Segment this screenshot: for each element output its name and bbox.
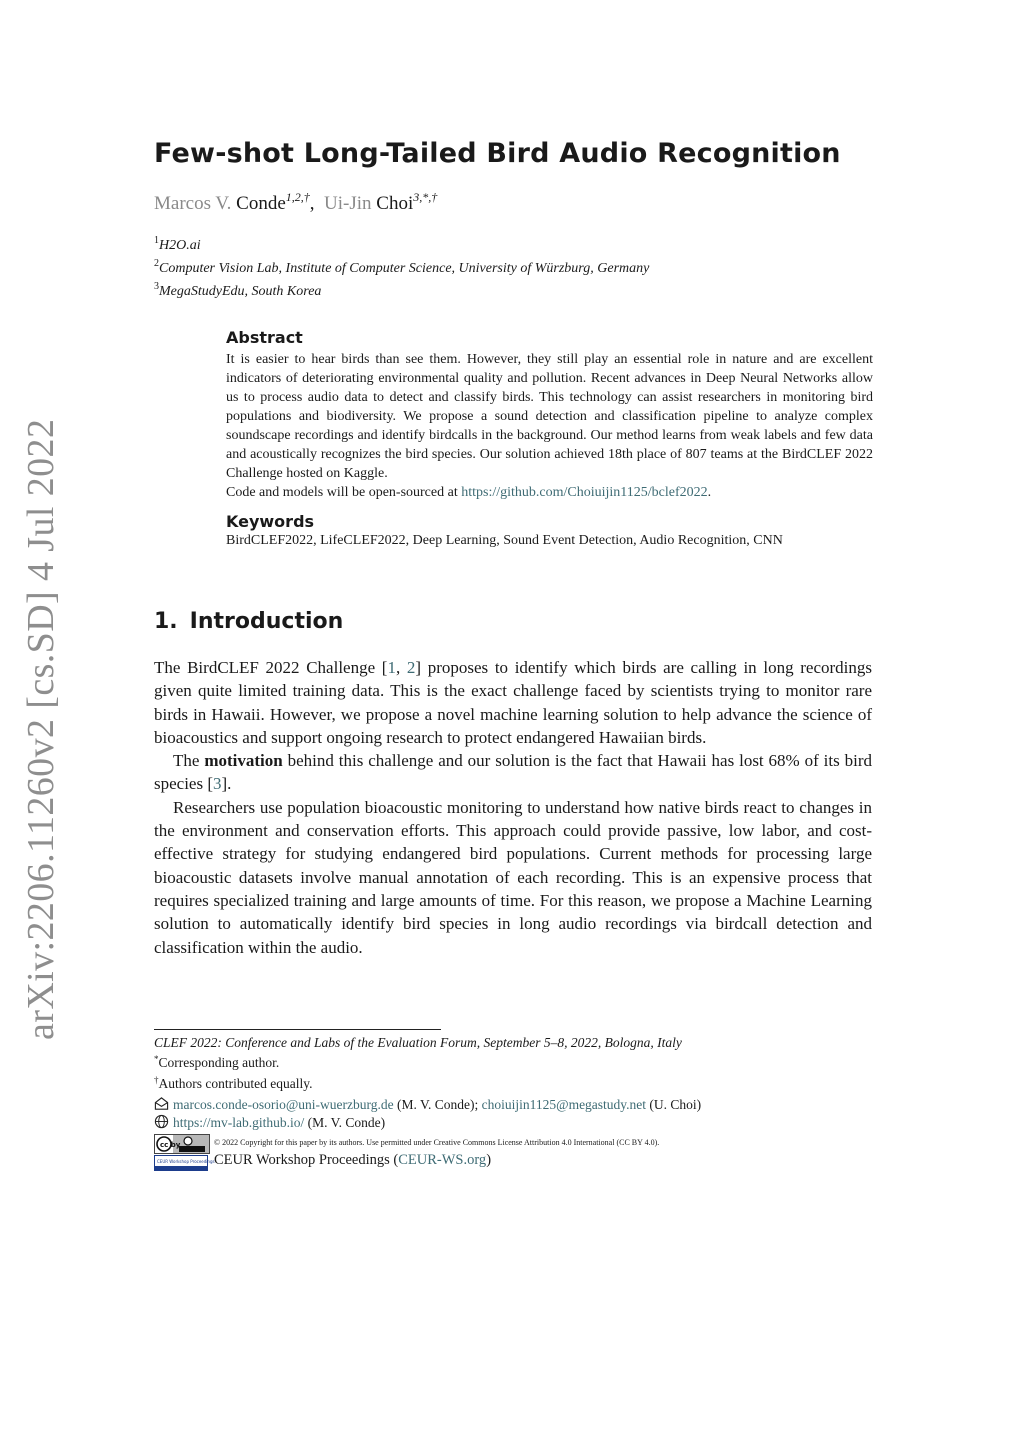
cc-by-license-icon [154,1134,210,1154]
footnote-emails: marcos.conde-osorio@uni-wuerzburg.de (M. V. Conde); choiuijin1125@megastudy.net (U. Choi) [154,1096,701,1113]
paragraph: The motivation behind this challenge and our solution is the fact that Hawaii has lost 68% of its bird species [3]. [154,751,872,794]
author-marks: 1,2,† [285,190,310,204]
author-family-name: Conde [236,193,286,214]
citation-link[interactable]: 1 [387,658,396,677]
abstract-text: It is easier to hear birds than see them. However, they still play an essential role in nature and are excellent indicators of deteriorating environmental quality and pollution. Recent advances in Deep Neural Networks allow us to process audio data to detect and classify birds. This technology can assist researchers in monitoring bird populations and biodiversity. We propose a sound detection and classification pipeline to analyze complex soundscape recordings and identify birdcalls in the background. Our method learns from weak labels and few data and acoustically recognizes the bird species. Our solution achieved 18th place of 807 teams at the BirdCLEF 2022 Challenge hosted on Kaggle. [226,352,873,481]
author-list: Marcos V. Conde$^{1,2,\dagger}$, Ui-Jin Choi$^{3,*,\dagger}$ [154,190,438,214]
footnote-conference: CLEF 2022: Conference and Labs of the Evaluation Forum, September 5–8, 2022, Bologna, Italy [154,1035,682,1050]
section-heading-introduction [154,609,343,634]
envelope-icon [154,1096,169,1111]
email-link[interactable]: marcos.conde-osorio@uni-wuerzburg.de [173,1097,394,1112]
globe-icon [154,1114,169,1129]
paper-title: Few-shot Long-Tailed Bird Audio Recognition [154,138,841,169]
footnote-equal: †Authors contributed equally. [154,1075,313,1091]
section-title: Introduction [189,609,344,634]
citation-link[interactable]: 3 [213,774,222,794]
footnote-divider [154,1029,441,1030]
author-given-name[interactable]: Ui-Jin [324,193,372,214]
cc-badge-label: cc by [160,1141,181,1149]
arxiv-stamp: arXiv:2206.11260v2 [cs.SD] 4 Jul 2022 [20,418,62,1040]
section-number: 1. [154,609,178,634]
footnote-website: https://mv-lab.github.io/ (M. V. Conde) [154,1114,385,1131]
author-marks: 3,*,† [413,190,438,204]
abstract-code-line: Code and models will be open-sourced at https://github.com/Choiuijin1125/bclef2022. [226,485,712,500]
author-family-name: Choi [376,193,414,214]
keywords-heading: Keywords [226,512,315,531]
affiliation: $^3$MegaStudyEdu, South Korea [154,281,322,299]
code-link[interactable]: https://github.com/Choiuijin1125/bclef2022 [461,485,708,500]
website-link[interactable]: https://mv-lab.github.io/ [173,1115,305,1130]
abstract-body [226,350,873,502]
license-text: © 2022 Copyright for this paper by its authors. Use permitted under Creative Commons License Attribution 4.0 International (CC BY 4.0). [214,1138,660,1147]
paragraph: The BirdCLEF 2022 Challenge [1, 2] proposes to identify which birds are calling in long recordings given quite limited training data. This is the exact challenge faced by scientists trying to monitor rare birds in Hawaii. However, we propose a novel machine learning solution to help advance the science of bioacoustics and support ongoing research to protect endangered Hawaiian birds. [154,658,872,747]
ceur-proceedings: CEUR Workshop Proceedings (CEUR-WS.org) [214,1152,492,1168]
footnote-corresponding: *Corresponding author. [154,1054,280,1070]
ceur-logo-label: CEUR Workshop Proceedings [157,1159,215,1164]
email-link[interactable]: choiuijin1125@megastudy.net [481,1097,647,1112]
affiliation: $^2$Computer Vision Lab, Institute of Computer Science, University of Würzburg, Germany [154,258,650,276]
introduction-body [154,656,872,959]
affiliation: $^1$H2O.ai [154,235,201,253]
keywords-list: BirdCLEF2022, LifeCLEF2022, Deep Learning, Sound Event Detection, Audio Recognition, CNN [226,533,783,548]
citation-link[interactable]: 2 [406,658,416,677]
author-given-name[interactable]: Marcos V. [154,193,232,214]
ceur-link[interactable]: CEUR-WS.org [398,1152,487,1168]
abstract-heading: Abstract [226,328,303,347]
ceur-logo-icon [154,1155,215,1171]
paragraph: Researchers use population bioacoustic monitoring to understand how native birds react to changes in the environment and conservation efforts. This approach could provide passive, low labor, and cost-effective strategy for studying endangered bird populations. Current methods for processing large bioacoustic datasets involve manual annotation of each recording. This is an expensive process that requires specialized training and large amounts of time. For this reason, we propose a Machine Learning solution to automatically identify bird species in long audio recordings via birdcall detection and classification within the audio. [154,797,872,957]
